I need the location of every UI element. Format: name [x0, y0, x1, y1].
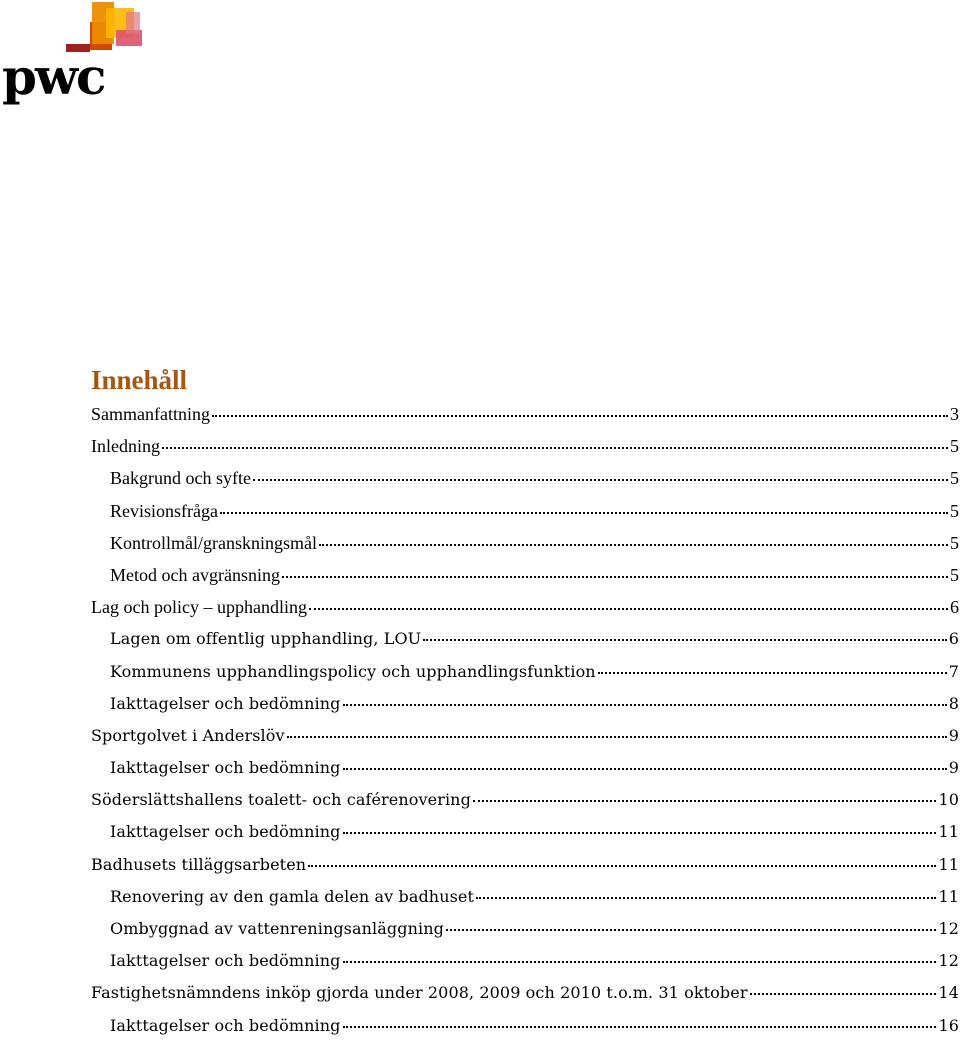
toc-dot-leader [162, 446, 948, 449]
toc-entry[interactable] [91, 591, 959, 623]
pwc-logo [0, 0, 150, 110]
toc-entry-page: 3 [950, 404, 959, 424]
toc-entry[interactable] [91, 623, 959, 655]
toc-entry-title: Metod och avgränsning [110, 564, 280, 585]
toc-dot-leader [212, 414, 948, 417]
toc-dot-leader [343, 767, 947, 770]
toc-dot-leader [446, 928, 936, 931]
toc-entry-title: Sportgolvet i Anderslöv [91, 725, 285, 745]
toc-entry[interactable] [91, 398, 959, 430]
toc-entry[interactable] [91, 913, 959, 945]
logo-block-pink [126, 12, 140, 34]
toc-list [91, 398, 959, 1042]
toc-entry-page: 11 [938, 886, 959, 906]
toc-entry-title: Revisionsfråga [110, 500, 218, 521]
toc-entry-title: Inledning [91, 436, 160, 457]
logo-text: pwc [2, 47, 105, 106]
toc-dot-leader [750, 992, 937, 995]
toc-entry-page: 16 [938, 1015, 959, 1035]
toc-entry-page: 14 [938, 983, 959, 1003]
toc-entry-title: Kontrollmål/granskningsmål [110, 532, 317, 553]
toc-entry-title: Kommunens upphandlingspolicy och upphandlingsfunktion [110, 661, 596, 681]
toc-entry[interactable] [91, 656, 959, 688]
toc-entry-page: 11 [938, 854, 959, 874]
toc-entry-title: Lagen om offentlig upphandling, LOU [110, 629, 422, 649]
toc-entry[interactable] [91, 784, 959, 816]
toc-entry-title: Iakttagelser och bedömning [110, 758, 341, 778]
toc-entry-title: Söderslättshallens toalett- och caférenovering [91, 790, 471, 810]
toc-entry-page: 5 [950, 564, 959, 585]
toc-entry[interactable] [91, 720, 959, 752]
toc-dot-leader [287, 735, 947, 738]
toc-entry-page: 12 [938, 919, 959, 938]
toc-entry-page: 6 [950, 597, 959, 618]
toc-entry[interactable] [91, 688, 959, 720]
toc-entry-page: 6 [948, 629, 959, 649]
toc-entry-page: 7 [948, 661, 959, 681]
toc-dot-leader [343, 1025, 937, 1028]
toc-title: Innehåll [91, 365, 188, 395]
toc-dot-leader [476, 896, 936, 899]
toc-entry-page: 5 [950, 468, 959, 489]
toc-entry-page: 9 [948, 758, 959, 778]
toc-entry-title: Lag och policy – upphandling [91, 597, 307, 618]
toc-dot-leader [343, 960, 937, 963]
toc-dot-leader [473, 799, 937, 802]
toc-dot-leader [423, 638, 946, 641]
toc-dot-leader [308, 864, 936, 867]
toc-entry[interactable] [91, 881, 959, 913]
toc-entry[interactable] [91, 849, 959, 881]
toc-dot-leader [309, 607, 948, 610]
toc-entry-title: Iakttagelser och bedömning [110, 951, 341, 971]
toc-dot-leader [343, 831, 937, 834]
toc-dot-leader [343, 703, 947, 706]
toc-entry-page: 5 [950, 532, 959, 553]
toc-entry-title: Iakttagelser och bedömning [110, 822, 341, 842]
toc-entry-title: Badhusets tilläggsarbeten [91, 854, 307, 874]
toc-dot-leader [598, 671, 947, 674]
toc-entry-page: 12 [938, 951, 959, 971]
toc-entry-title: Iakttagelser och bedömning [110, 693, 341, 713]
toc-entry[interactable] [91, 495, 959, 527]
toc-entry-title: Ombyggnad av vattenreningsanläggning [110, 919, 444, 938]
toc-entry[interactable] [91, 462, 959, 494]
toc-entry[interactable] [91, 527, 959, 559]
toc-entry-title: Sammanfattning [91, 404, 210, 424]
toc-entry[interactable] [91, 752, 959, 784]
toc-entry-page: 5 [950, 436, 959, 457]
toc-dot-leader [220, 511, 948, 514]
toc-entry[interactable] [91, 816, 959, 848]
toc-entry[interactable] [91, 1010, 959, 1042]
toc-entry-title: Bakgrund och syfte [110, 468, 251, 489]
toc-dot-leader [282, 575, 948, 578]
toc-entry[interactable] [91, 945, 959, 977]
toc-entry-title: Fastighetsnämndens inköp gjorda under 2008, 2009 och 2010 t.o.m. 31 oktober [91, 983, 748, 1003]
toc-dot-leader [319, 543, 948, 546]
toc-dot-leader [253, 478, 948, 481]
toc-entry-page: 11 [938, 822, 959, 842]
toc-entry-title: Renovering av den gamla delen av badhuset [110, 886, 475, 906]
toc-entry-page: 8 [948, 693, 959, 713]
toc-entry[interactable] [91, 559, 959, 591]
toc-entry-page: 5 [950, 500, 959, 521]
toc-entry[interactable] [91, 977, 959, 1009]
toc-entry-page: 9 [948, 725, 959, 745]
toc-entry[interactable] [91, 430, 959, 462]
toc-entry-title: Iakttagelser och bedömning [110, 1015, 341, 1035]
toc-entry-page: 10 [938, 790, 959, 810]
